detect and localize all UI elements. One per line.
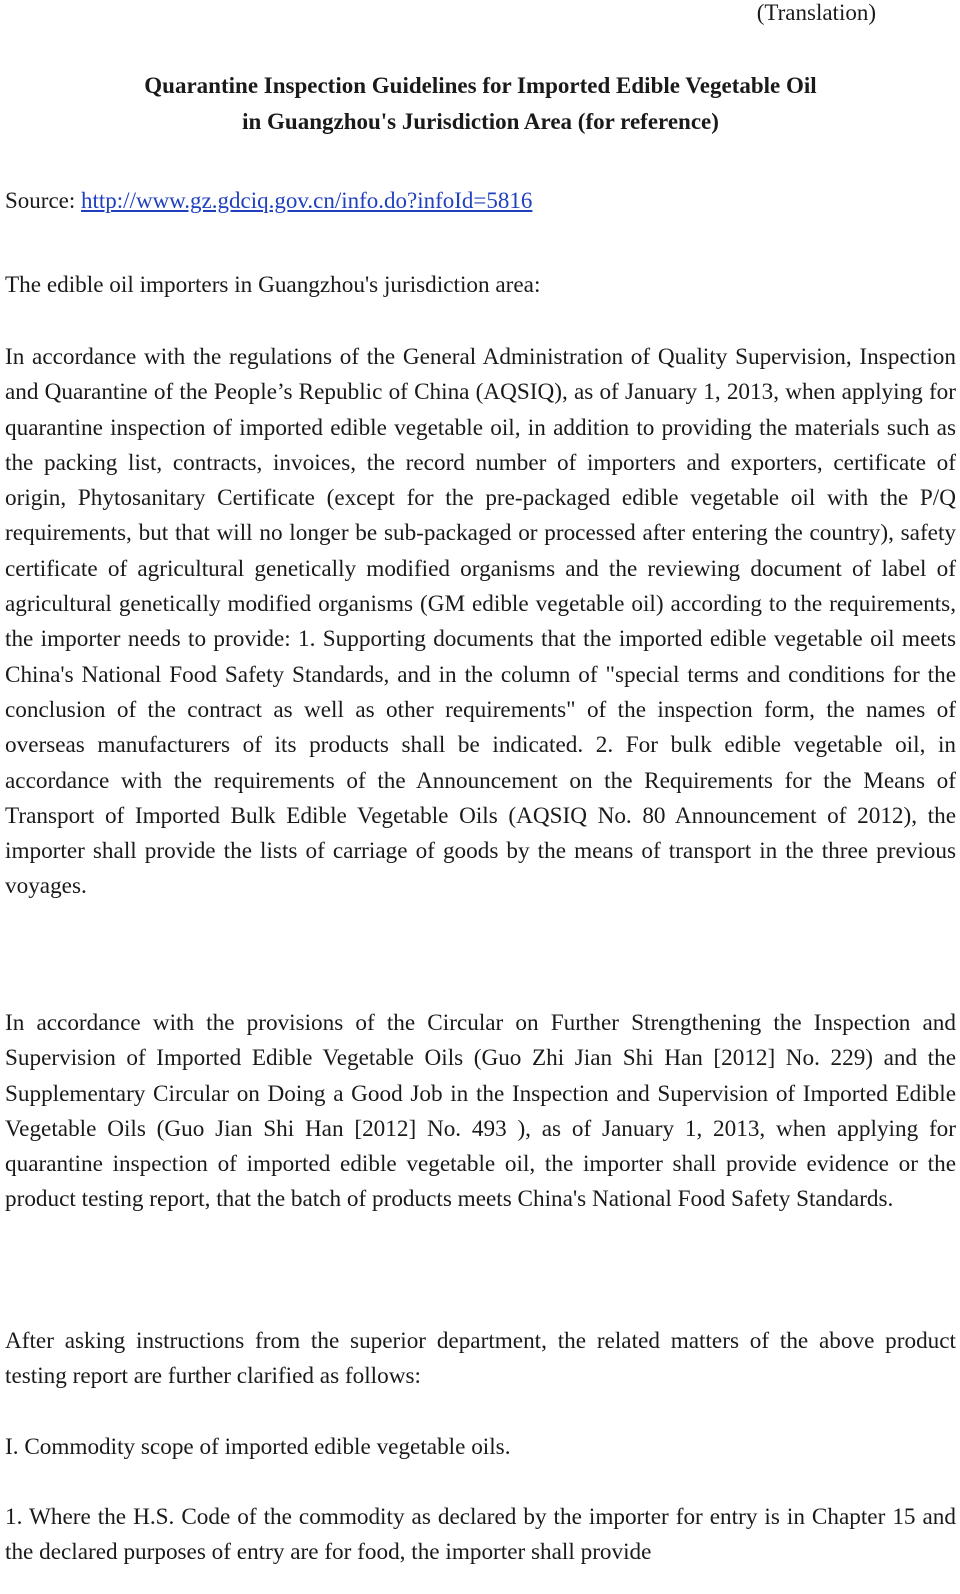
source-label: Source: <box>5 188 82 213</box>
source-line <box>5 186 532 216</box>
section-heading: I. Commodity scope of imported edible vegetable oils. <box>5 1434 511 1460</box>
greeting-paragraph: The edible oil importers in Guangzhou's jurisdiction area: <box>5 272 541 298</box>
body-paragraph-1: In accordance with the regulations of the General Administration of Quality Supervision, Inspection and Quarantine of the People’s Republic of China (AQSIQ), as of January 1, 2013, when applying for quarantine inspection of imported edible vegetable oil, in addition to providing the materials such as the packing list, contracts, invoices, the record number of importers and exporters, certificate of origin, Phytosanitary Certificate (except for the pre-packaged edible vegetable oil with the P/Q requirements, but that will no longer be sub-packaged or processed after entering the country), safety certificate of agricultural genetically modified organisms and the reviewing document of label of agricultural genetically modified organisms (GM edible vegetable oil) according to the requirements, the importer needs to provide: 1. Supporting documents that the imported edible vegetable oil meets China's National Food Safety Standards, and in the column of "special terms and conditions for the conclusion of the contract as well as other requirements" of the inspection form, the names of overseas manufacturers of its products shall be indicated. 2. For bulk edible vegetable oil, in accordance with the requirements of the Announcement on the Requirements for the Means of Transport of Imported Bulk Edible Vegetable Oils (AQSIQ No. 80 Announcement of 2012), the importer shall provide the lists of carriage of goods by the means of transport in the three previous voyages. <box>5 344 956 900</box>
body-paragraph-2: In accordance with the provisions of the Circular on Further Strengthening the Inspection and Supervision of Imported Edible Vegetable Oils (Guo Zhi Jian Shi Han [2012] No. 229) and the Supplementary Circular on Doing a Good Job in the Inspection and Supervision of Imported Edible Vegetable Oils (Guo Jian Shi Han [2012] No. 493 ), as of January 1, 2013, when applying for quarantine inspection of imported edible vegetable oil, the importer shall provide evidence or the product testing report, that the batch of products meets China's National Food Safety Standards. <box>5 1010 956 1213</box>
translation-note: (Translation) <box>756 0 876 25</box>
source-link[interactable]: http://www.gz.gdciq.gov.cn/info.do?infoId=5816 <box>81 188 533 213</box>
body-paragraph-3: After asking instructions from the superior department, the related matters of the above product testing report are further clarified as follows: <box>5 1328 956 1390</box>
document-title <box>5 68 956 140</box>
title-line-1: Quarantine Inspection Guidelines for Imported Edible Vegetable Oil <box>144 73 817 98</box>
body-paragraph-4: 1. Where the H.S. Code of the commodity as declared by the importer for entry is in Chapter 15 and the declared purposes of entry are for food, the importer shall provide <box>5 1504 956 1566</box>
title-line-2: in Guangzhou's Jurisdiction Area (for reference) <box>242 109 719 134</box>
